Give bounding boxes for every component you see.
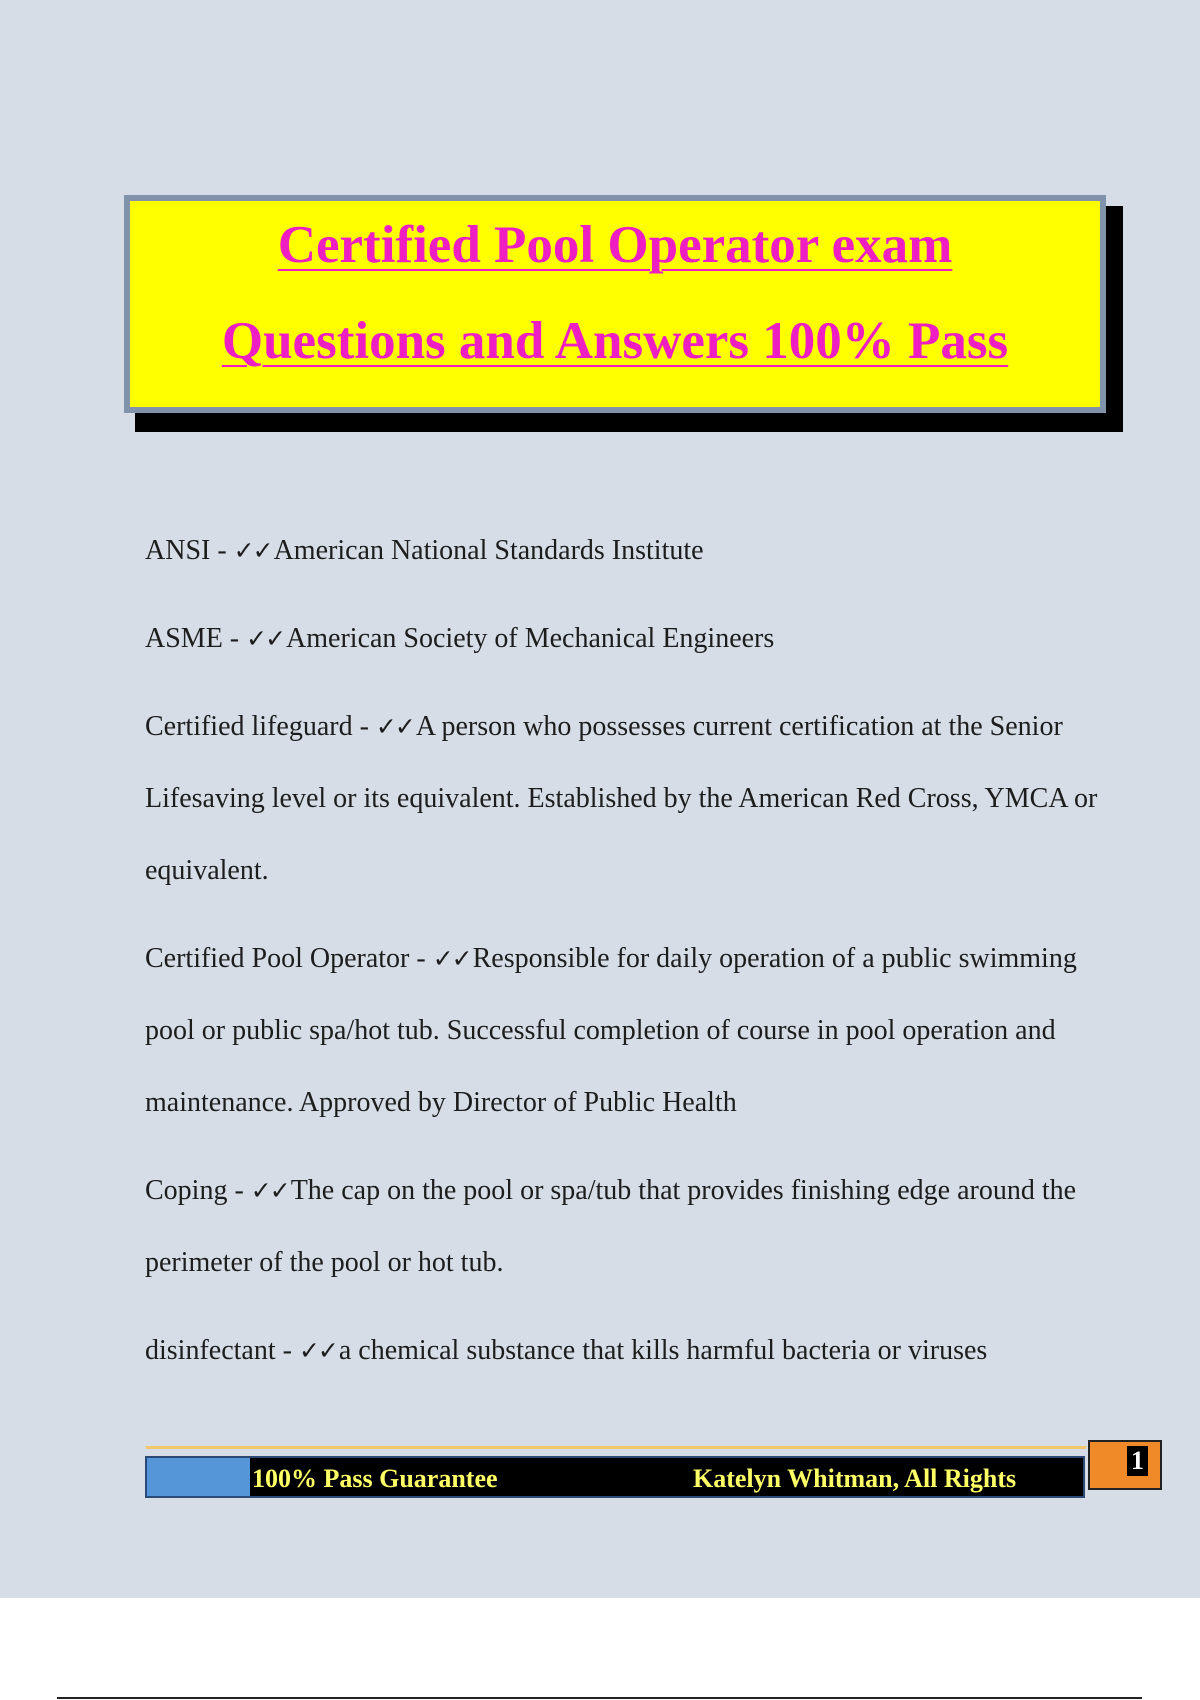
entry-definition: American Society of Mechanical Engineers bbox=[286, 623, 775, 654]
title-box bbox=[124, 195, 1106, 413]
glossary-entry bbox=[145, 603, 1105, 675]
double-check-icon: ✓✓ bbox=[250, 1176, 289, 1205]
next-page-divider bbox=[57, 1697, 1142, 1699]
footer-divider bbox=[146, 1446, 1086, 1449]
document-title-line-1: Certified Pool Operator exam bbox=[277, 216, 953, 274]
entry-term: Certified lifeguard - bbox=[145, 711, 376, 742]
entry-definition: Responsible for daily operation of a public swimming pool or public spa/hot tub. Successful completion of course in pool operation and maintenance. Approved by Director of Public Health bbox=[145, 943, 1077, 1118]
document-title-line-2: Questions and Answers 100% Pass bbox=[221, 312, 1009, 370]
entry-definition: a chemical substance that kills harmful bacteria or viruses bbox=[338, 1335, 988, 1366]
page-number-box bbox=[1088, 1440, 1162, 1490]
page-number: 1 bbox=[1127, 1446, 1148, 1476]
glossary-entry bbox=[145, 515, 1105, 587]
glossary-entry bbox=[145, 691, 1105, 907]
double-check-icon: ✓✓ bbox=[375, 712, 414, 741]
entry-term: ASME - bbox=[145, 623, 246, 654]
double-check-icon: ✓✓ bbox=[298, 1336, 337, 1365]
entry-term: Certified Pool Operator - bbox=[145, 943, 433, 974]
glossary-entry bbox=[145, 1315, 1105, 1387]
glossary-content bbox=[145, 515, 1105, 1403]
double-check-icon: ✓✓ bbox=[233, 536, 272, 565]
entry-term: ANSI - bbox=[145, 535, 234, 566]
double-check-icon: ✓✓ bbox=[432, 944, 471, 973]
entry-definition: American National Standards Institute bbox=[273, 535, 704, 566]
entry-term: Coping - bbox=[145, 1175, 251, 1206]
glossary-entry bbox=[145, 923, 1105, 1139]
double-check-icon: ✓✓ bbox=[246, 624, 285, 653]
entry-definition: The cap on the pool or spa/tub that provides finishing edge around the perimeter of the pool or hot tub. bbox=[145, 1175, 1077, 1278]
entry-term: disinfectant - bbox=[145, 1335, 299, 1366]
footer-guarantee-text: 100% Pass Guarantee bbox=[252, 1464, 498, 1493]
glossary-entry bbox=[145, 1155, 1105, 1299]
footer-copyright-text: Katelyn Whitman, All Rights bbox=[693, 1464, 1017, 1493]
entry-definition: A person who possesses current certification at the Senior Lifesaving level or its equivalent. Established by the American Red Cross, YMCA or equivalent. bbox=[145, 711, 1098, 886]
